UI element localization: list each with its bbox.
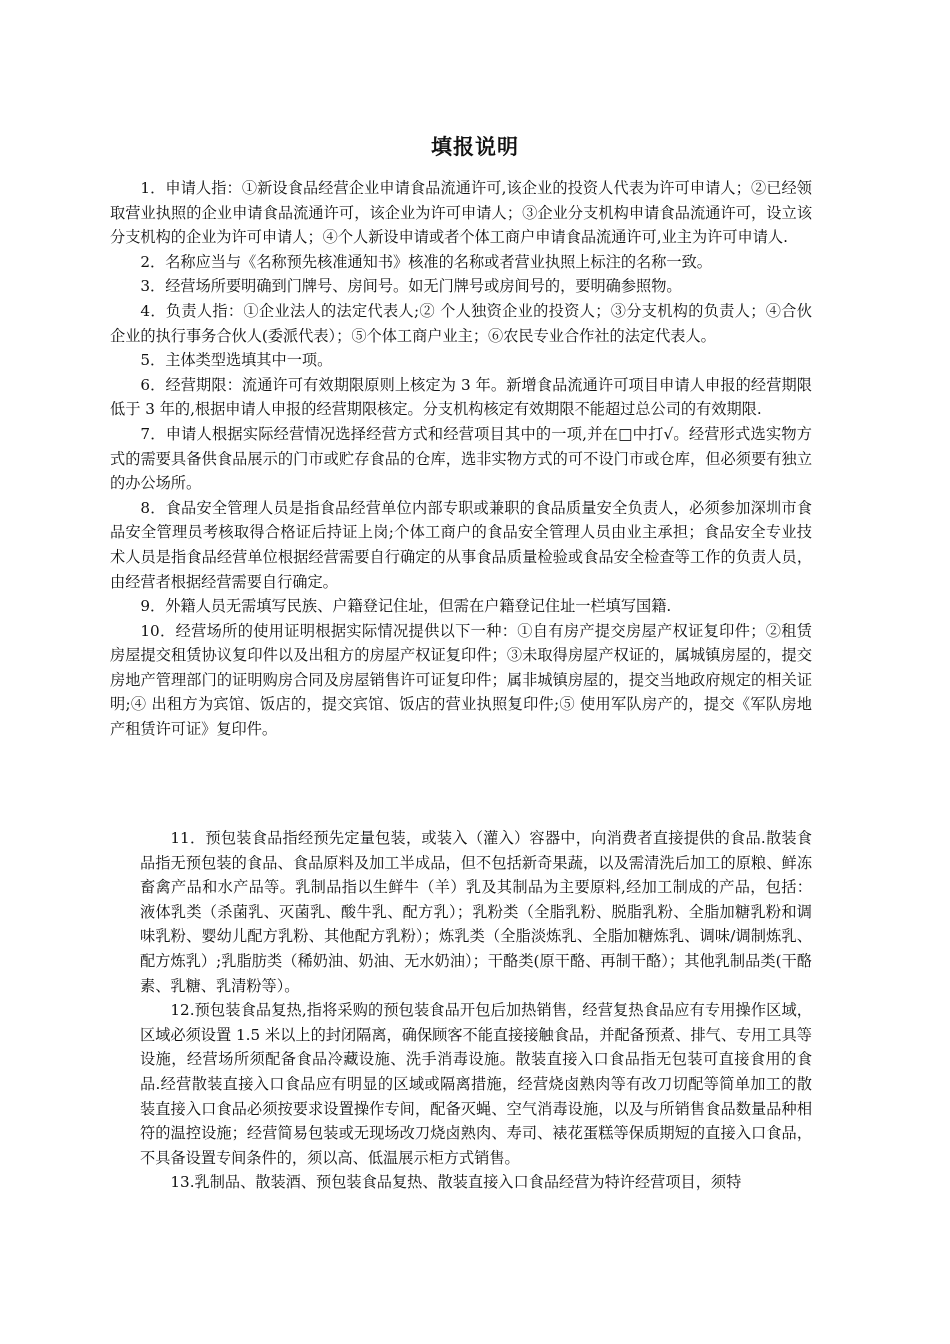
document-title: 填报说明 — [431, 134, 519, 159]
instruction-paragraph-5: 5．主体类型选填其中一项。 — [140, 351, 333, 370]
instructions-body-indented — [140, 826, 812, 1195]
instructions-body — [110, 176, 812, 742]
instruction-paragraph-10: 10．经营场所的使用证明根据实际情况提供以下一种：①自有房产提交房屋产权证复印件；②租赁房屋提交租赁协议复印件以及出租方的房屋产权证复印件；③未取得房屋产权证的，属城镇房屋的，提交房地产管理部门的证明购房合同及房屋销售许可证复印件；属非城镇房屋的，提交当地政府规定的相关证明;④ 出租方为宾馆、饭店的，提交宾馆、饭店的营业执照复印件;⑤ 使用军队房产的，提交《军队房地产租赁许可证》复印件。 — [110, 621, 812, 739]
instruction-paragraph-4: 4．负责人指：①企业法人的法定代表人;② 个人独资企业的投资人；③分支机构的负责人；④合伙企业的执行事务合伙人(委派代表）；⑤个体工商户业主；⑥农民专业合作社的法定代表人。 — [110, 301, 812, 345]
instruction-paragraph-13: 13.乳制品、散装酒、预包装食品复热、散装直接入口食品经营为特许经营项目，须特 — [170, 1173, 742, 1192]
instruction-paragraph-6: 6．经营期限：流通许可有效期限原则上核定为 3 年。新增食品流通许可项目申请人申报的经营期限低于 3 年的,根据申请人申报的经营期限核定。分支机构核定有效期限不能超过总公司的有效期限. — [110, 375, 812, 419]
instruction-paragraph-9: 9．外籍人员无需填写民族、户籍登记住址，但需在户籍登记住址一栏填写国籍. — [140, 597, 672, 616]
instruction-paragraph-11: 11．预包装食品指经预先定量包装，或装入（灌入）容器中，向消费者直接提供的食品.散装食品指无预包装的食品、食品原料及加工半成品，但不包括新奇果蔬，以及需清洗后加工的原粮、鲜冻畜禽产品和水产品等。乳制品指以生鲜牛（羊）乳及其制品为主要原料,经加工制成的产品，包括：液体乳类（杀菌乳、灭菌乳、酸牛乳、配方乳）；乳粉类（全脂乳粉、脱脂乳粉、全脂加糖乳粉和调味乳粉、婴幼儿配方乳粉、其他配方乳粉）；炼乳类（全脂淡炼乳、全脂加糖炼乳、调味/调制炼乳、配方炼乳）;乳脂肪类（稀奶油、奶油、无水奶油）；干酪类(原干酪、再制干酪）；其他乳制品类(干酪素、乳糖、乳清粉等）。 — [140, 829, 812, 995]
instruction-paragraph-1: 1．申请人指：①新设食品经营企业申请食品流通许可,该企业的投资人代表为许可申请人；②已经领取营业执照的企业申请食品流通许可，该企业为许可申请人；③企业分支机构申请食品流通许可，设立该分支机构的企业为许可申请人；④个人新设申请或者个体工商户申请食品流通许可,业主为许可申请人. — [110, 179, 812, 247]
instruction-paragraph-2: 2．名称应当与《名称预先核准通知书》核准的名称或者营业执照上标注的名称一致。 — [140, 252, 712, 271]
instruction-paragraph-8: 8．食品安全管理人员是指食品经营单位内部专职或兼职的食品质量安全负责人，必须参加深圳市食品安全管理员考核取得合格证后持证上岗;个体工商户的食品安全管理人员由业主承担；食品安全专业技术人员是指食品经营单位根据经营需要自行确定的从事食品质量检验或食品安全检查等工作的负责人员，由经营者根据经营需要自行确定。 — [110, 498, 812, 591]
instruction-paragraph-12: 12.预包装食品复热,指将采购的预包装食品开包后加热销售，经营复热食品应有专用操作区域，区域必须设置 1.5 米以上的封闭隔离，确保顾客不能直接接触食品，并配备预煮、排气、专用工具等设施，经营场所须配备食品冷藏设施、洗手消毒设施。散装直接入口食品指无包装可直接食用的食品.经营散装直接入口食品应有明显的区域或隔离措施，经营烧卤熟肉等有改刀切配等简单加工的散装直接入口食品必须按要求设置操作专间，配备灭蝇、空气消毒设施，以及与所销售食品数量品种相符的温控设施；经营简易包装或无现场改刀烧卤熟肉、寿司、裱花蛋糕等保质期短的直接入口食品，不具备设置专间条件的，须以高、低温展示柜方式销售。 — [140, 1001, 812, 1167]
instruction-paragraph-3: 3．经营场所要明确到门牌号、房间号。如无门牌号或房间号的，要明确参照物。 — [140, 277, 682, 296]
instruction-paragraph-7: 7．申请人根据实际经营情况选择经营方式和经营项目其中的一项,并在□中打√。经营形式选实物方式的需要具备供食品展示的门市或贮存食品的仓库，选非实物方式的可不设门市或仓库，但必须要有独立的办公场所。 — [110, 424, 812, 493]
